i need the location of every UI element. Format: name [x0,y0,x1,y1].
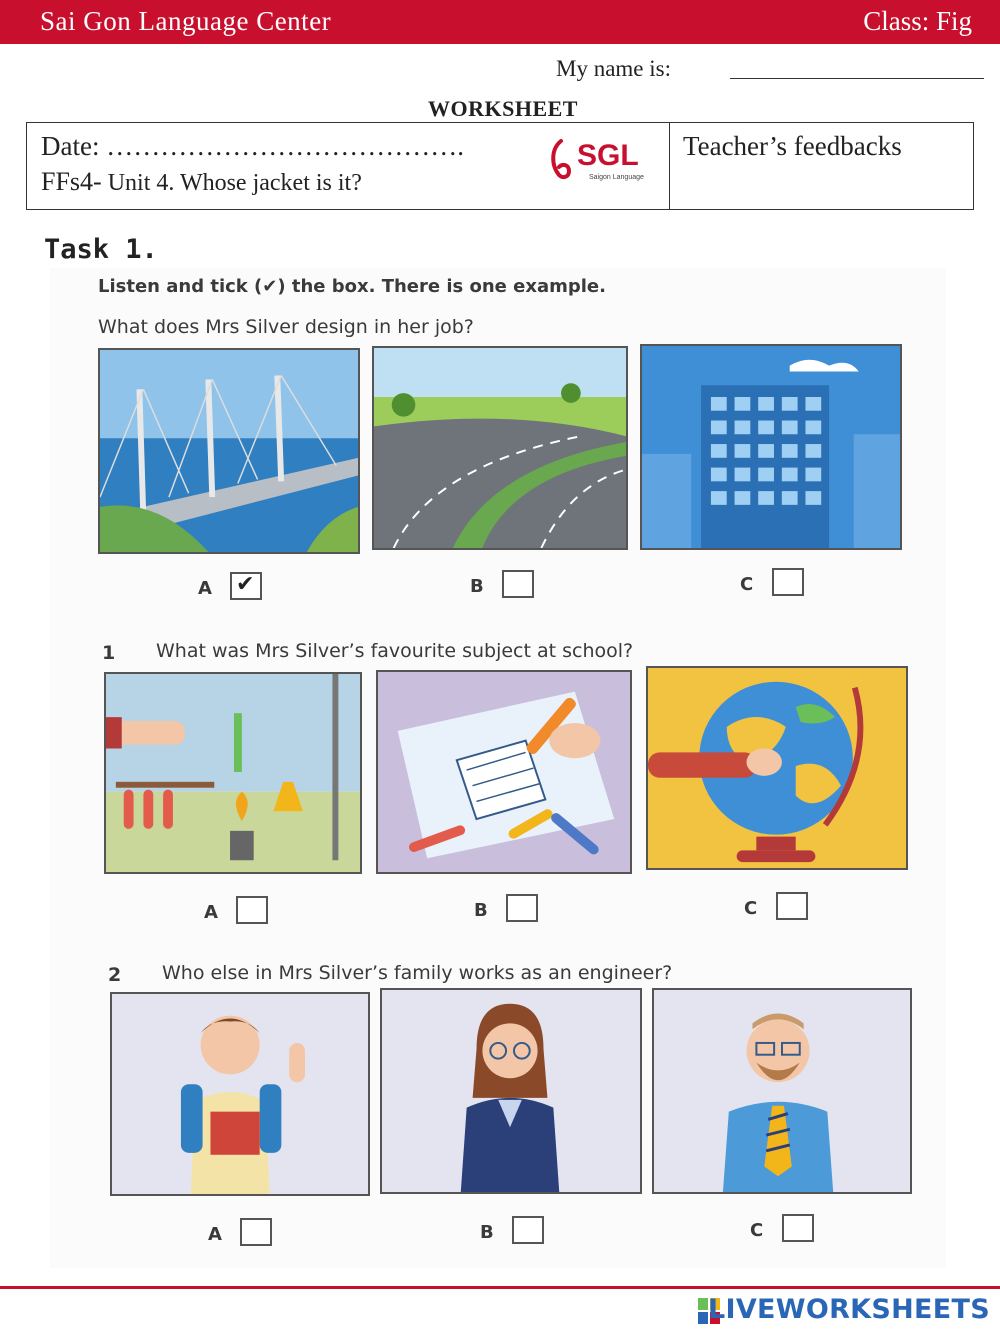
q1-option-b-checkbox[interactable] [506,894,538,922]
liveworksheets-brand[interactable]: LIVEWORKSHEETS [707,1294,990,1325]
instruction-text: Listen and tick (✔) the box. There is one example. [98,276,606,297]
q2-option-a-label: A [208,1224,222,1245]
class-label: Class: Fig [863,6,972,36]
worksheet-title: WORKSHEET [428,96,578,121]
building-image [640,344,902,550]
q1-option-a-label: A [204,902,218,923]
date-field: Date: …………………………………. [41,131,464,161]
q2-option-c-label: C [750,1220,764,1241]
bearded-man-image [652,988,912,1194]
q2-option-a-checkbox[interactable] [240,1218,272,1246]
unit-title [41,167,362,197]
example-question: What does Mrs Silver design in her job? [98,316,474,338]
question-2-text: Who else in Mrs Silver’s family works as an engineer? [162,962,673,984]
q2-option-b-checkbox[interactable] [512,1216,544,1244]
example-option-c-checkbox[interactable] [772,568,804,596]
q2-option-c-checkbox[interactable] [782,1214,814,1242]
logo-text: SGL [577,139,639,172]
bridge-image [98,348,360,554]
question-1-text: What was Mrs Silver’s favourite subject at school? [156,640,634,662]
tick-mark: ✔ [236,572,255,597]
header-divider [669,123,670,209]
footer-divider [0,1286,1000,1289]
name-input-line[interactable] [730,78,984,79]
woman-engineer-image [380,988,642,1194]
top-banner [0,0,1000,44]
example-option-b-checkbox[interactable] [502,570,534,598]
example-option-a-label: A [198,578,212,599]
schoolboy-image [110,992,370,1196]
task-title: Task 1. [44,234,158,265]
road-image [372,346,628,550]
center-name: Sai Gon Language Center [40,6,332,36]
q1-option-a-checkbox[interactable] [236,896,268,924]
scanned-exercise [50,268,946,1268]
q1-option-c-label: C [744,898,758,919]
question-2-number: 2 [108,964,122,986]
example-option-b-label: B [470,576,484,597]
science-lab-image [104,672,362,874]
unit-name: Unit 4. Whose jacket is it? [101,170,362,196]
q1-option-c-checkbox[interactable] [776,892,808,920]
logo-subtext: Saigon Language [589,174,644,181]
globe-geography-image [646,666,908,870]
example-option-c-label: C [740,574,754,595]
worksheet-header-box [26,122,974,210]
unit-prefix: FFs4- [41,167,102,196]
example-option-a-checkbox[interactable] [230,572,262,600]
name-label: My name is: [556,56,671,81]
drawing-plan-image [376,670,632,874]
q2-option-b-label: B [480,1222,494,1243]
q1-option-b-label: B [474,900,488,921]
question-1-number: 1 [102,642,116,664]
sgl-logo [547,131,657,187]
teacher-feedback-label: Teacher’s feedbacks [683,131,902,161]
